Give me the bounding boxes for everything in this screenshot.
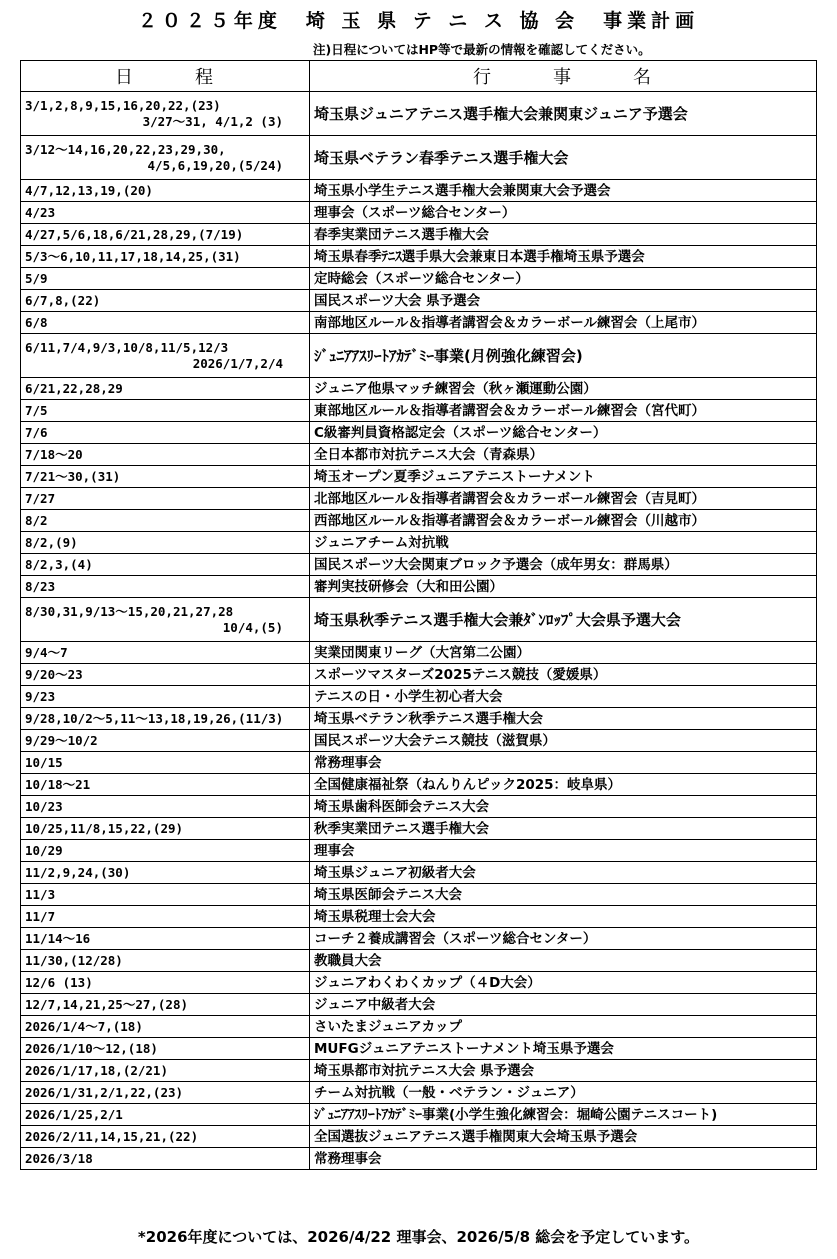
date-text: 2026/1/31,2/1,22,(23): [25, 1084, 184, 1100]
date-text: 4/27,5/6,18,6/21,28,29,(7/19): [25, 226, 244, 242]
date-cell: [21, 312, 310, 334]
event-cell: 全国選抜ジュニアテニス選手権関東大会埼玉県予選会: [310, 1126, 817, 1148]
event-cell: MUFGジュニアテニストーナメント埼玉県予選会: [310, 1038, 817, 1060]
table-row: [21, 664, 817, 686]
event-cell: 理事会: [310, 840, 817, 862]
table-row: [21, 444, 817, 466]
date-cell: [21, 400, 310, 422]
table-row: [21, 92, 817, 136]
event-cell: 国民スポーツ大会 県予選会: [310, 290, 817, 312]
date-text: 3/1,2,8,9,15,16,20,22,(23): [25, 97, 221, 113]
date-text: 2026/1/25,2/1: [25, 1106, 123, 1122]
event-cell: テニスの日・小学生初心者大会: [310, 686, 817, 708]
date-cell: [21, 246, 310, 268]
schedule-rows: [21, 92, 817, 1170]
date-cell: [21, 290, 310, 312]
date-text: 11/7: [25, 908, 56, 924]
notice-text: 注)日程についてはHP等で最新の情報を確認してください。: [313, 42, 651, 57]
event-cell: 全日本都市対抗テニス大会（青森県）: [310, 444, 817, 466]
date-cell: [21, 268, 310, 290]
date-text: 7/18～20: [25, 446, 83, 462]
event-cell: 秋季実業団テニス選手権大会: [310, 818, 817, 840]
table-row: [21, 202, 817, 224]
event-cell: 埼玉県都市対抗テニス大会 県予選会: [310, 1060, 817, 1082]
table-row: [21, 1082, 817, 1104]
date-text: 7/21～30,(31): [25, 468, 121, 484]
date-text-continued: 3/27～31, 4/1,2 (3): [142, 113, 283, 129]
event-cell: 理事会（スポーツ総合センター）: [310, 202, 817, 224]
date-cell: [21, 576, 310, 598]
date-text: 8/2,3,(4): [25, 556, 93, 572]
date-cell: [21, 1082, 310, 1104]
date-text: 9/28,10/2～5,11～13,18,19,26,(11/3): [25, 710, 284, 726]
date-text: 7/27: [25, 490, 56, 506]
date-cell: [21, 818, 310, 840]
table-row: [21, 730, 817, 752]
date-cell: [21, 92, 310, 136]
event-cell: 埼玉県ベテラン春季テニス選手権大会: [310, 136, 817, 180]
table-row: [21, 972, 817, 994]
event-cell: ジュニア中級者大会: [310, 994, 817, 1016]
table-row: [21, 268, 817, 290]
date-text: 5/9: [25, 270, 48, 286]
table-row: [21, 224, 817, 246]
event-cell: 北部地区ルール＆指導者講習会＆カラーボール練習会（吉見町）: [310, 488, 817, 510]
date-text: 4/7,12,13,19,(20): [25, 182, 153, 198]
date-cell: [21, 466, 310, 488]
date-cell: [21, 554, 310, 576]
table-row: [21, 818, 817, 840]
table-row: [21, 136, 817, 180]
event-cell: ジュニアわくわくカップ（４D大会）: [310, 972, 817, 994]
date-text: 2026/1/4～7,(18): [25, 1018, 143, 1034]
event-cell: スポーツマスターズ2025テニス競技（愛媛県）: [310, 664, 817, 686]
date-text-continued: 10/4,(5): [222, 619, 283, 635]
table-row: [21, 290, 817, 312]
table-row: [21, 1016, 817, 1038]
date-text-continued: 4/5,6,19,20,(5/24): [147, 157, 283, 173]
event-cell: 定時総会（スポーツ総合センター）: [310, 268, 817, 290]
table-row: [21, 576, 817, 598]
date-cell: [21, 708, 310, 730]
table-row: [21, 378, 817, 400]
date-cell: [21, 180, 310, 202]
date-cell: [21, 1038, 310, 1060]
table-row: [21, 840, 817, 862]
date-text: 10/29: [25, 842, 63, 858]
event-cell: 春季実業団テニス選手権大会: [310, 224, 817, 246]
event-cell: 常務理事会: [310, 752, 817, 774]
date-cell: [21, 950, 310, 972]
date-text: 8/2: [25, 512, 48, 528]
event-cell: ｼﾞｭﾆｱｱｽﾘｰﾄｱｶﾃﾞﾐｰ事業(小学生強化練習会：堀崎公園テニスコート): [310, 1104, 817, 1126]
table-row: [21, 774, 817, 796]
event-cell: ｼﾞｭﾆｱｱｽﾘｰﾄｱｶﾃﾞﾐｰ事業(月例強化練習会): [310, 334, 817, 378]
event-cell: チーム対抗戦（一般・ベテラン・ジュニア）: [310, 1082, 817, 1104]
date-cell: [21, 1060, 310, 1082]
event-cell: 埼玉オープン夏季ジュニアテニストーナメント: [310, 466, 817, 488]
date-text: 2026/1/10～12,(18): [25, 1040, 158, 1056]
date-cell: [21, 444, 310, 466]
date-text: 9/23: [25, 688, 56, 704]
table-row: [21, 1104, 817, 1126]
date-cell: [21, 136, 310, 180]
date-cell: [21, 422, 310, 444]
date-text: 11/2,9,24,(30): [25, 864, 131, 880]
date-cell: [21, 752, 310, 774]
event-cell: ジュニア他県マッチ練習会（秋ヶ瀬運動公園）: [310, 378, 817, 400]
event-cell: 埼玉県ジュニア初級者大会: [310, 862, 817, 884]
event-cell: 埼玉県ベテラン秋季テニス選手権大会: [310, 708, 817, 730]
schedule-table: [20, 60, 817, 1170]
date-cell: [21, 378, 310, 400]
event-cell: 教職員大会: [310, 950, 817, 972]
date-text: 10/18～21: [25, 776, 91, 792]
date-cell: [21, 1104, 310, 1126]
event-column-header: 行 事 名: [310, 61, 817, 92]
date-cell: [21, 884, 310, 906]
event-cell: さいたまジュニアカップ: [310, 1016, 817, 1038]
date-text: 7/5: [25, 402, 48, 418]
date-text: 10/25,11/8,15,22,(29): [25, 820, 184, 836]
date-cell: [21, 510, 310, 532]
date-text: 10/23: [25, 798, 63, 814]
date-text: 5/3～6,10,11,17,18,14,25,(31): [25, 248, 241, 264]
date-cell: [21, 906, 310, 928]
table-row: [21, 400, 817, 422]
event-cell: 埼玉県小学生テニス選手権大会兼関東大会予選会: [310, 180, 817, 202]
event-cell: 常務理事会: [310, 1148, 817, 1170]
date-text: 4/23: [25, 204, 56, 220]
date-text: 7/6: [25, 424, 48, 440]
table-row: [21, 1060, 817, 1082]
table-row: [21, 466, 817, 488]
date-cell: [21, 224, 310, 246]
event-cell: 審判実技研修会（大和田公園）: [310, 576, 817, 598]
table-row: [21, 994, 817, 1016]
event-cell: 西部地区ルール＆指導者講習会＆カラーボール練習会（川越市）: [310, 510, 817, 532]
event-cell: ジュニアチーム対抗戦: [310, 532, 817, 554]
date-text: 9/20～23: [25, 666, 83, 682]
date-cell: [21, 972, 310, 994]
date-cell: [21, 840, 310, 862]
event-cell: 埼玉県税理士会大会: [310, 906, 817, 928]
date-cell: [21, 686, 310, 708]
date-text: 6/21,22,28,29: [25, 380, 123, 396]
table-header-row: [21, 61, 817, 92]
date-text: 11/3: [25, 886, 56, 902]
date-cell: [21, 642, 310, 664]
date-text: 9/29～10/2: [25, 732, 98, 748]
date-cell: [21, 1016, 310, 1038]
date-text: 8/23: [25, 578, 56, 594]
date-text: 11/14～16: [25, 930, 91, 946]
event-cell: 実業団関東リーグ（大宮第二公園）: [310, 642, 817, 664]
date-text: 8/30,31,9/13～15,20,21,27,28: [25, 603, 234, 619]
table-row: [21, 554, 817, 576]
table-row: [21, 862, 817, 884]
date-cell: [21, 202, 310, 224]
date-column-header: 日 程: [21, 61, 310, 92]
date-cell: [21, 532, 310, 554]
date-text: 6/11,7/4,9/3,10/8,11/5,12/3: [25, 339, 229, 355]
event-cell: 国民スポーツ大会関東ブロック予選会（成年男女：群馬県）: [310, 554, 817, 576]
event-cell: コーチ２養成講習会（スポーツ総合センター）: [310, 928, 817, 950]
event-cell: 埼玉県ジュニアテニス選手権大会兼関東ジュニア予選会: [310, 92, 817, 136]
footer-note: *2026年度については、2026/4/22 理事会、2026/5/8 総会を予定しています。: [137, 1228, 700, 1246]
date-text: 6/8: [25, 314, 48, 330]
table-row: [21, 796, 817, 818]
page-title: ２０２５年度 埼 玉 県 テ ニ ス 協 会 事業計画: [137, 10, 700, 32]
table-row: [21, 686, 817, 708]
date-text: 2026/2/11,14,15,21,(22): [25, 1128, 199, 1144]
date-cell: [21, 796, 310, 818]
date-cell: [21, 730, 310, 752]
date-cell: [21, 488, 310, 510]
event-cell: 南部地区ルール＆指導者講習会＆カラーボール練習会（上尾市）: [310, 312, 817, 334]
table-row: [21, 642, 817, 664]
date-cell: [21, 1126, 310, 1148]
event-cell: 国民スポーツ大会テニス競技（滋賀県）: [310, 730, 817, 752]
table-row: [21, 180, 817, 202]
event-cell: 埼玉県歯科医師会テニス大会: [310, 796, 817, 818]
table-row: [21, 334, 817, 378]
table-row: [21, 906, 817, 928]
event-cell: 埼玉県春季ﾃﾆｽ選手県大会兼東日本選手権埼玉県予選会: [310, 246, 817, 268]
event-cell: C級審判員資格認定会（スポーツ総合センター）: [310, 422, 817, 444]
date-text: 2026/1/17,18,(2/21): [25, 1062, 168, 1078]
table-row: [21, 246, 817, 268]
date-text: 6/7,8,(22): [25, 292, 101, 308]
date-cell: [21, 664, 310, 686]
table-row: [21, 950, 817, 972]
date-text: 8/2,(9): [25, 534, 78, 550]
table-row: [21, 488, 817, 510]
event-cell: 全国健康福祉祭（ねんりんピック2025：岐阜県）: [310, 774, 817, 796]
table-row: [21, 510, 817, 532]
table-row: [21, 532, 817, 554]
event-cell: 埼玉県秋季テニス選手権大会兼ﾀﾞﾝﾛｯﾌﾟ大会県予選大会: [310, 598, 817, 642]
date-cell: [21, 598, 310, 642]
table-row: [21, 1148, 817, 1170]
table-row: [21, 752, 817, 774]
date-cell: [21, 862, 310, 884]
table-row: [21, 708, 817, 730]
date-text: 12/6 (13): [25, 974, 93, 990]
table-row: [21, 1038, 817, 1060]
date-text: 12/7,14,21,25～27,(28): [25, 996, 189, 1012]
date-text: 9/4～7: [25, 644, 68, 660]
date-text: 10/15: [25, 754, 63, 770]
date-cell: [21, 928, 310, 950]
date-cell: [21, 1148, 310, 1170]
table-row: [21, 598, 817, 642]
date-text: 11/30,(12/28): [25, 952, 123, 968]
table-row: [21, 312, 817, 334]
table-row: [21, 884, 817, 906]
date-cell: [21, 774, 310, 796]
date-text: 2026/3/18: [25, 1150, 93, 1166]
table-row: [21, 928, 817, 950]
event-cell: 東部地区ルール＆指導者講習会＆カラーボール練習会（宮代町）: [310, 400, 817, 422]
table-row: [21, 1126, 817, 1148]
date-text-continued: 2026/1/7,2/4: [192, 355, 283, 371]
date-text: 3/12～14,16,20,22,23,29,30,: [25, 141, 226, 157]
event-cell: 埼玉県医師会テニス大会: [310, 884, 817, 906]
date-cell: [21, 994, 310, 1016]
date-cell: [21, 334, 310, 378]
table-row: [21, 422, 817, 444]
